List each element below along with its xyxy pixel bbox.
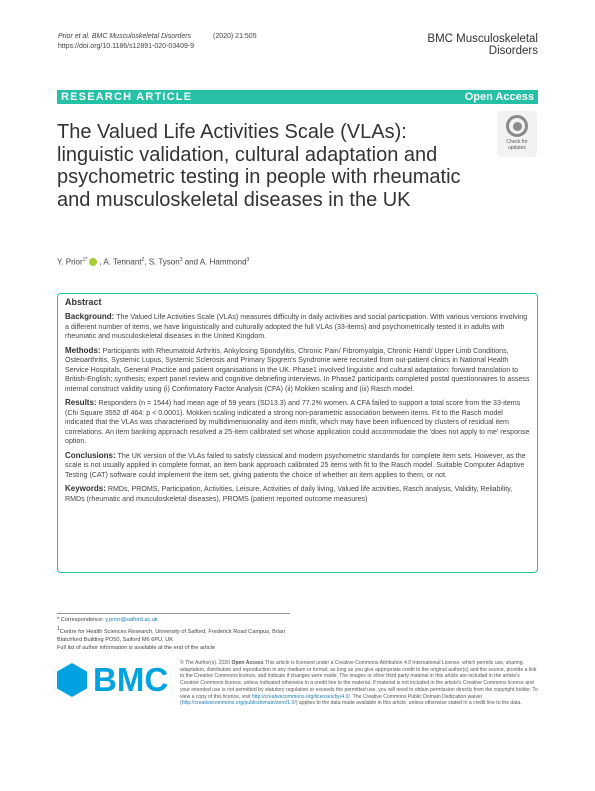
check-for-updates-icon (506, 115, 528, 137)
license-text-3: ) applies to the data made available in this article, unless otherwise stated in a credit line to the data. (295, 700, 522, 707)
check-for-updates-line2: updates (508, 145, 526, 151)
license-statement (180, 660, 540, 707)
abstract-conclusions (65, 451, 530, 481)
abstract-heading: Abstract (65, 297, 102, 307)
orcid-icon[interactable] (89, 258, 97, 266)
conclusions-text: The UK version of the VLAs failed to satisfy classical and modern psychometric standards for complete item sets. However, as the scale is not usually applied in complete format, an item bank approach calibrated 25 items with fit to the Rasch model. Suitable Computer Adaptive Testing (CAT) software could implement the item set, giving patients the choice of whether an item applies to them, or not. (65, 451, 526, 479)
author-list (57, 257, 249, 267)
correspondence (57, 616, 297, 625)
author-2-sup: 2 (141, 257, 145, 263)
check-for-updates-line1: Check for (506, 139, 528, 145)
background-label: Background: (65, 312, 115, 321)
abstract-methods (65, 346, 530, 395)
abstract-box (57, 293, 538, 573)
keywords-label: Keywords: (65, 484, 106, 493)
methods-text: Participants with Rheumatoid Arthritis, Ankylosing Spondylitis, Chronic Pain/ Fibromyalgia, Chronic Hand/ Upper Limb Conditions, Osteoarthritis, Systemic Lupus, Systemic Sclerosis and Primary Sjogren's Syndrome were recruited from out-patient clinics in National Health Service Hospitals, General Practice and patient organisations in the UK. Phase1 involved linguistic and cultural adaptation: forward translation to British-English; synthesis; expert panel review and cognitive debriefing interviews. In Phase2 participants completed postal questionnaires to assess internal construct validity using (i) Confirmatory Factor Analysis (CFA) (ii) Mokken scaling and (iii) Rasch model. (65, 346, 530, 393)
license-link-cc-by[interactable]: http://creativecommons.org/licenses/by/4.0/ (251, 693, 350, 700)
bmc-hexagon-icon (57, 663, 87, 697)
citation: Prior et al. BMC Musculoskeletal Disorders (58, 33, 192, 40)
license-text-2: . The Creative Commons Public Domain Dedication waiver ( (180, 693, 483, 707)
doi-link[interactable]: https://doi.org/10.1186/s12891-020-03409-9 (58, 43, 195, 50)
license-open-access: Open Access (231, 660, 264, 666)
correspondence-email[interactable]: y.prior@salford.ac.uk (105, 617, 158, 623)
affiliation-sup: 1 (57, 625, 60, 632)
running-header (58, 32, 257, 52)
open-access-label: Open Access (464, 91, 534, 103)
author-3-sup: 3 (179, 257, 183, 263)
keywords-text: RMDs, PROMS, Participation, Activities, Leisure, Activities of daily living, Valued life activities, Rasch analysis, Validity, Reliability, RMDs (rheumatic and musculoskeletal diseases), PROMS (patient reported outcome measures) (65, 485, 513, 503)
author-2[interactable]: , A. Tennant (99, 257, 142, 267)
year-pages: (2020) 21:505 (213, 33, 257, 40)
author-4-sup: 3 (246, 257, 250, 263)
author-3[interactable]: , S. Tyson (144, 257, 180, 267)
affiliation-text: Centre for Health Sciences Research, University of Salford, Frederick Road Campus, Brian Blatchford Building PO50, Salford M6 6PU, UK (57, 628, 286, 643)
correspondence-label: * Correspondence: (57, 617, 106, 623)
abstract-keywords (65, 484, 530, 504)
author-1[interactable]: Y. Prior (57, 257, 83, 267)
license-link-cc0[interactable]: http://creativecommons.org/publicdomain/zero/1.0/ (181, 700, 296, 707)
conclusions-label: Conclusions: (65, 450, 116, 460)
journal-name-line1: BMC Musculoskeletal (427, 33, 538, 45)
footnote (57, 616, 297, 653)
footnote-divider (57, 613, 290, 614)
abstract-background (65, 312, 530, 342)
author-4[interactable]: and A. Hammond (182, 257, 247, 267)
license-text-1: This article is licensed under a Creative Commons Attribution 4.0 International License, which permits use, sharing, adaptation, distribution and reproduction in any medium or format, as long as you give appropriate credit to the original author(s) and the source, provide a link to the Creative Commons licence, and indicate if changes were made. The images or other third party material in this article are included in the article's Creative Commons licence, unless indicated otherwise in a credit line to the material. If material is not included in the article's Creative Commons licence and your intended use is not permitted by statutory regulation or exceeds the permitted use, you will need to obtain permission directly from the copyright holder. To view a copy of this licence, visit (180, 660, 538, 700)
results-text: Responders (n = 1544) had mean age of 59 years (SD13.3) and 77.2% women. A CFA failed to support a total score from the 33-items (Chi Square 3552 df 464: p < 0.0001). Mokken scaling indicated a strong non-parametric association between items. Fit to the Rasch model indicated that the VLAs was characterised by multidimensionality and item misfit, which may have been influenced by clusters of residual item correlations. An item banking approach resolved a 25-item calibrated set whose application could accommodate the 'does not apply to me' response option. (65, 399, 530, 445)
affiliation (57, 625, 297, 645)
license-copyright: © The Author(s). 2020 (180, 660, 232, 666)
journal-name-line2: Disorders (488, 45, 538, 57)
article-title: The Valued Life Activities Scale (VLAs): linguistic validation, cultural adaptation and psychometric testing in people with rheumatic and musculoskeletal diseases in the UK (57, 121, 461, 211)
background-text: The Valued Life Activities Scale (VLAs) measures difficulty in daily activities and social participation. With various versions involving a different number of items, we have linguistically and culturally adopted the full VLAs (33-items) and psychometrically tested it in adults with rheumatic and musculoskeletal diseases in the United Kingdom. (65, 313, 528, 340)
author-1-sup: 1* (82, 257, 88, 263)
bmc-logo (57, 661, 169, 711)
article-type-banner (57, 90, 538, 104)
check-for-updates-button[interactable] (497, 111, 537, 157)
abstract-results (65, 398, 530, 447)
journal-name (427, 33, 538, 57)
bmc-logo-text: BMC (93, 661, 169, 698)
results-label: Results: (65, 398, 97, 407)
methods-label: Methods: (65, 345, 101, 355)
author-info-note: Full list of author information is available at the end of the article (57, 645, 215, 652)
article-type-label: RESEARCH ARTICLE (61, 91, 193, 103)
